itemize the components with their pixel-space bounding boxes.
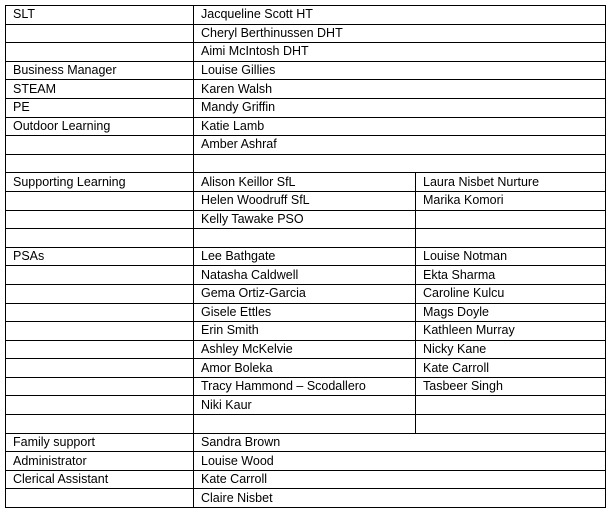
staff-name-cell	[194, 154, 606, 173]
staff-name-cell: Niki Kaur	[194, 396, 416, 415]
role-cell: Supporting Learning	[6, 173, 194, 192]
table-row	[6, 191, 606, 210]
staff-name-cell	[194, 415, 416, 434]
staff-name-cell-secondary	[416, 229, 606, 248]
role-cell	[6, 322, 194, 341]
staff-name-cell-secondary	[416, 396, 606, 415]
staff-name-cell-secondary: Nicky Kane	[416, 340, 606, 359]
table-row	[6, 266, 606, 285]
table-row	[6, 154, 606, 173]
staff-name-cell: Amber Ashraf	[194, 136, 606, 155]
table-row	[6, 117, 606, 136]
role-cell: STEAM	[6, 80, 194, 99]
role-cell	[6, 136, 194, 155]
staff-name-cell: Claire Nisbet	[194, 489, 606, 508]
staff-name-cell: Gisele Ettles	[194, 303, 416, 322]
role-cell: PSAs	[6, 247, 194, 266]
staff-name-cell: Louise Wood	[194, 452, 606, 471]
table-row	[6, 6, 606, 25]
role-cell	[6, 377, 194, 396]
role-cell	[6, 396, 194, 415]
table-row	[6, 377, 606, 396]
role-cell	[6, 191, 194, 210]
table-row	[6, 210, 606, 229]
table-row	[6, 322, 606, 341]
staff-name-cell-secondary: Ekta Sharma	[416, 266, 606, 285]
table-row	[6, 24, 606, 43]
staff-name-cell: Katie Lamb	[194, 117, 606, 136]
role-cell: Clerical Assistant	[6, 470, 194, 489]
staff-name-cell: Lee Bathgate	[194, 247, 416, 266]
table-row	[6, 229, 606, 248]
table-row	[6, 452, 606, 471]
staff-name-cell: Kate Carroll	[194, 470, 606, 489]
role-cell	[6, 229, 194, 248]
staff-name-cell-secondary: Caroline Kulcu	[416, 284, 606, 303]
staff-name-cell: Louise Gillies	[194, 61, 606, 80]
role-cell: Family support	[6, 433, 194, 452]
staff-name-cell: Amor Boleka	[194, 359, 416, 378]
table-row	[6, 359, 606, 378]
role-cell	[6, 284, 194, 303]
role-cell	[6, 415, 194, 434]
table-row	[6, 173, 606, 192]
staff-name-cell: Gema Ortiz-Garcia	[194, 284, 416, 303]
staff-name-cell: Tracy Hammond – Scodallero	[194, 377, 416, 396]
staff-name-cell	[194, 229, 416, 248]
role-cell	[6, 340, 194, 359]
staff-name-cell: Mandy Griffin	[194, 98, 606, 117]
table-row	[6, 136, 606, 155]
staff-name-cell: Alison Keillor SfL	[194, 173, 416, 192]
table-row	[6, 247, 606, 266]
role-cell: SLT	[6, 6, 194, 25]
table-row	[6, 415, 606, 434]
role-cell: Administrator	[6, 452, 194, 471]
staff-name-cell: Karen Walsh	[194, 80, 606, 99]
staff-name-cell-secondary: Tasbeer Singh	[416, 377, 606, 396]
role-cell	[6, 303, 194, 322]
role-cell	[6, 489, 194, 508]
role-cell	[6, 359, 194, 378]
staff-name-cell-secondary: Kate Carroll	[416, 359, 606, 378]
role-cell: Outdoor Learning	[6, 117, 194, 136]
staff-name-cell: Ashley McKelvie	[194, 340, 416, 359]
staff-name-cell: Aimi McIntosh DHT	[194, 43, 606, 62]
table-row	[6, 61, 606, 80]
staff-name-cell-secondary: Marika Komori	[416, 191, 606, 210]
role-cell	[6, 210, 194, 229]
role-cell	[6, 24, 194, 43]
role-cell	[6, 43, 194, 62]
staff-name-cell-secondary	[416, 210, 606, 229]
table-row	[6, 303, 606, 322]
table-row	[6, 470, 606, 489]
staff-name-cell: Kelly Tawake PSO	[194, 210, 416, 229]
staff-name-cell: Helen Woodruff SfL	[194, 191, 416, 210]
staff-name-cell: Erin Smith	[194, 322, 416, 341]
staff-name-cell: Natasha Caldwell	[194, 266, 416, 285]
table-row	[6, 433, 606, 452]
staff-name-cell: Sandra Brown	[194, 433, 606, 452]
role-cell: Business Manager	[6, 61, 194, 80]
table-row	[6, 98, 606, 117]
role-cell	[6, 266, 194, 285]
staff-name-cell-secondary: Kathleen Murray	[416, 322, 606, 341]
staff-name-cell: Cheryl Berthinussen DHT	[194, 24, 606, 43]
table-row	[6, 489, 606, 508]
staff-table-body	[6, 6, 606, 508]
table-row	[6, 340, 606, 359]
staff-name-cell-secondary: Laura Nisbet Nurture	[416, 173, 606, 192]
table-row	[6, 80, 606, 99]
table-row	[6, 43, 606, 62]
staff-table	[5, 5, 606, 508]
staff-name-cell-secondary: Louise Notman	[416, 247, 606, 266]
role-cell	[6, 154, 194, 173]
role-cell: PE	[6, 98, 194, 117]
table-row	[6, 396, 606, 415]
staff-name-cell-secondary	[416, 415, 606, 434]
staff-name-cell-secondary: Mags Doyle	[416, 303, 606, 322]
table-row	[6, 284, 606, 303]
staff-name-cell: Jacqueline Scott HT	[194, 6, 606, 25]
